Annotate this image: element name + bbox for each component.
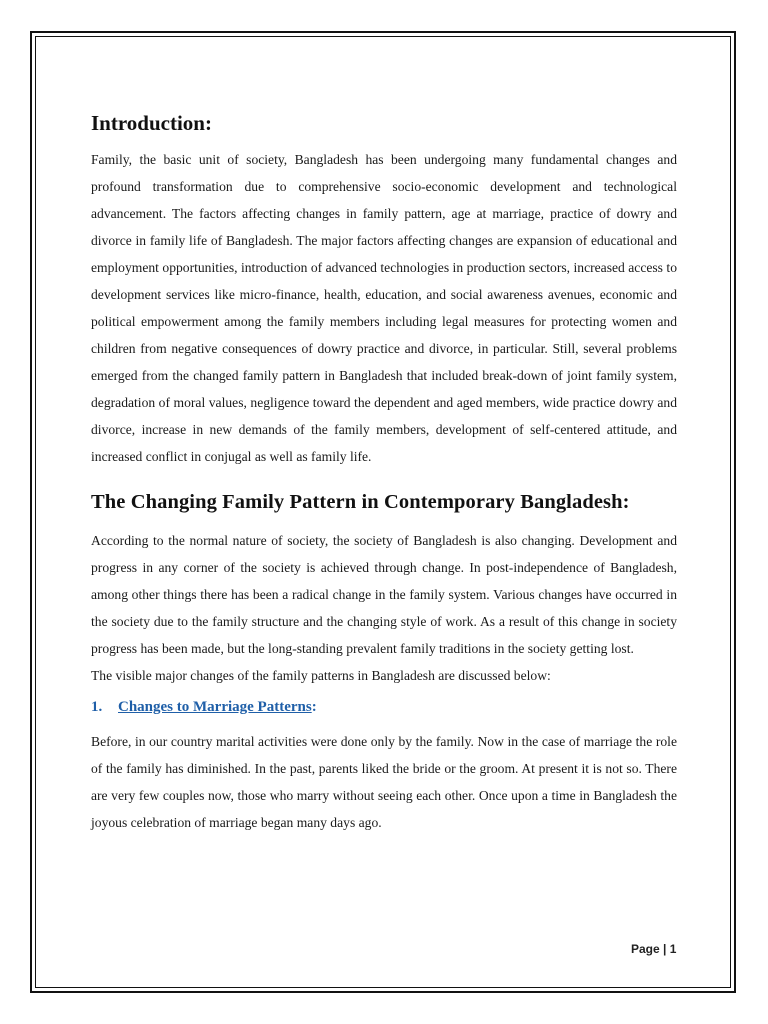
section-1-heading	[91, 695, 677, 719]
document-body	[91, 108, 677, 836]
changing-family-heading: The Changing Family Pattern in Contemporary Bangladesh:	[91, 491, 630, 513]
changing-family-paragraph: According to the normal nature of society, the society of Bangladesh is also changing. Development and progress in any corner of the society is achieved through change. In post-independence of Bangladesh, among other things there has been a radical change in the family system. Various changes have occurred in the society due to the family structure and the changing style of work. As a result of this change in society progress has been made, but the long-standing prevalent family traditions in the society getting lost.	[91, 533, 677, 656]
section-1-colon: :	[311, 699, 317, 715]
section-1-number: 1.	[91, 699, 103, 715]
page-number: Page | 1	[631, 942, 677, 956]
introduction-paragraph: Family, the basic unit of society, Bangladesh has been undergoing many fundamental changes and profound transformation due to comprehensive socio-economic development and technological advancement. The factors affecting changes in family pattern, age at marriage, practice of dowry and divorce in family life of Bangladesh. The major factors affecting changes are expansion of educational and employment opportunities, introduction of advanced technologies in production sectors, increased access to development services like micro-finance, health, education, and social awareness avenues, economic and political empowerment among the family members including legal measures for protecting women and children from negative consequences of dowry practice and divorce, in particular. Still, several problems emerged from the changed family pattern in Bangladesh that included break-down of joint family system, degradation of moral values, negligence toward the dependent and aged members, wide practice dowry and divorce, increase in new demands of the family members, development of self-centered attitude, and increased conflict in conjugal as well as family life.	[91, 152, 677, 464]
marriage-patterns-paragraph: Before, in our country marital activities were done only by the family. Now in the case of marriage the role of the family has diminished. In the past, parents liked the bride or the groom. At present it is not so. There are very few couples now, those who marry without seeing each other. Once upon a time in Bangladesh the joyous celebration of marriage began many days ago.	[91, 734, 677, 830]
changes-intro-line: The visible major changes of the family patterns in Bangladesh are discussed below:	[91, 668, 551, 683]
introduction-heading: Introduction:	[91, 111, 212, 135]
section-1-title-link[interactable]: Changes to Marriage Patterns	[118, 699, 312, 715]
